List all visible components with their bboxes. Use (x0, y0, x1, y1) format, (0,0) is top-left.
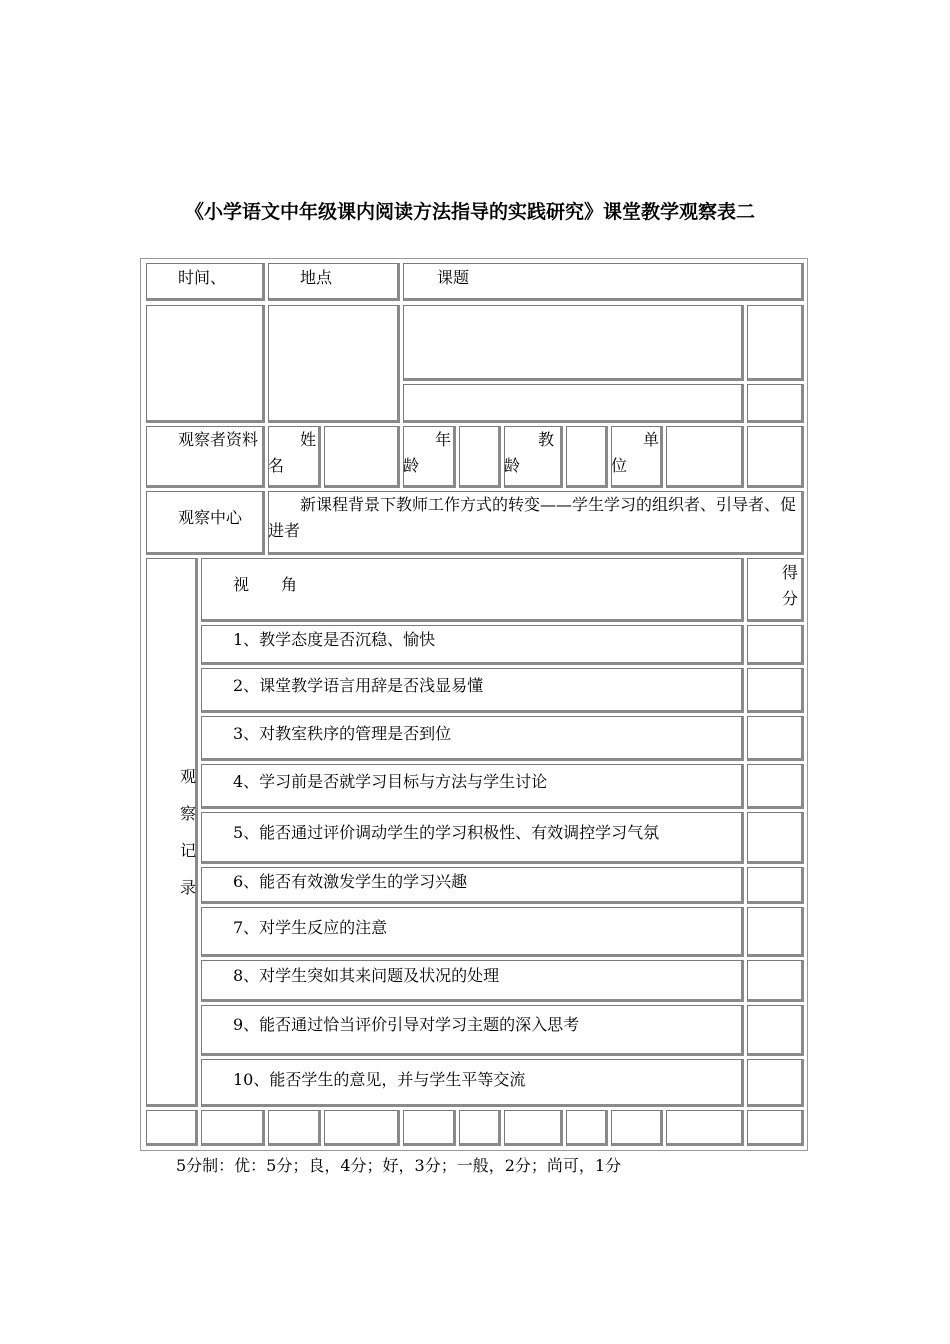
record-label-char: 记 (179, 841, 196, 860)
score-cell[interactable] (747, 1059, 804, 1107)
place-label: 地点 (300, 268, 333, 287)
blank-cell (747, 1110, 804, 1146)
record-label-char: 录 (179, 878, 196, 897)
blank-cell (268, 1110, 321, 1146)
blank-cell (747, 426, 804, 488)
record-label-char: 察 (179, 804, 196, 823)
focus-text: 新课程背景下教师工作方式的转变——学生学习的组织者、引导者、促进者 (268, 495, 797, 540)
score-header: 得分 (782, 563, 799, 608)
topic-value-cell[interactable] (403, 305, 744, 381)
name-label: 姓名 (268, 430, 317, 475)
age-value-cell[interactable] (459, 426, 501, 488)
item-text: 5、能否通过评价调动学生的学习积极性、有效调控学习气氛 (233, 823, 660, 842)
blank-cell (747, 384, 804, 423)
item-text: 10、能否学生的意见，并与学生平等交流 (233, 1070, 526, 1089)
blank-cell (459, 1110, 501, 1146)
score-cell[interactable] (747, 625, 804, 665)
time-value-cell[interactable] (146, 305, 265, 423)
place-value-cell[interactable] (268, 305, 400, 423)
score-cell[interactable] (747, 812, 804, 864)
unit-value-cell[interactable] (666, 426, 744, 488)
score-cell[interactable] (747, 716, 804, 761)
blank-cell (324, 1110, 400, 1146)
teaching-age-label: 教龄 (504, 430, 555, 475)
scoring-note: 5分制：优：5分；良，4分；好，3分；一般，2分；尚可，1分 (176, 1156, 622, 1175)
blank-cell (403, 384, 744, 423)
item-text: 1、教学态度是否沉稳、愉快 (233, 630, 436, 649)
blank-cell (201, 1110, 265, 1146)
blank-cell (403, 1110, 456, 1146)
name-value-cell[interactable] (324, 426, 400, 488)
item-text: 7、对学生反应的注意 (233, 918, 388, 937)
age-label: 年龄 (403, 430, 452, 475)
score-cell[interactable] (747, 867, 804, 904)
record-label-char: 观 (179, 767, 196, 786)
item-text: 4、学习前是否就学习目标与方法与学生讨论 (233, 772, 548, 791)
score-cell[interactable] (747, 1005, 804, 1056)
item-text: 2、课堂教学语言用辞是否浅显易懂 (233, 676, 484, 695)
perspective-header: 视 角 (233, 575, 298, 594)
observer-label: 观察者资料 (178, 430, 259, 449)
blank-cell (566, 1110, 608, 1146)
page-title: 《小学语文中年级课内阅读方法指导的实践研究》课堂教学观察表二 (185, 201, 756, 223)
blank-cell (504, 1110, 563, 1146)
item-text: 3、对教室秩序的管理是否到位 (233, 724, 452, 743)
focus-label: 观察中心 (178, 508, 243, 527)
blank-cell (747, 305, 804, 381)
time-label: 时间、 (178, 268, 227, 287)
item-text: 9、能否通过恰当评价引导对学习主题的深入思考 (233, 1015, 580, 1034)
blank-cell (611, 1110, 663, 1146)
score-cell[interactable] (747, 764, 804, 809)
blank-cell (146, 1110, 198, 1146)
score-cell[interactable] (747, 907, 804, 957)
teaching-age-value-cell[interactable] (566, 426, 608, 488)
place-cell (268, 263, 400, 301)
topic-label: 课题 (437, 268, 470, 287)
item-text: 6、能否有效激发学生的学习兴趣 (233, 872, 468, 891)
blank-cell (666, 1110, 744, 1146)
score-cell[interactable] (747, 960, 804, 1002)
score-cell[interactable] (747, 668, 804, 713)
item-text: 8、对学生突如其来问题及状况的处理 (233, 966, 500, 985)
unit-label: 单位 (611, 430, 660, 475)
